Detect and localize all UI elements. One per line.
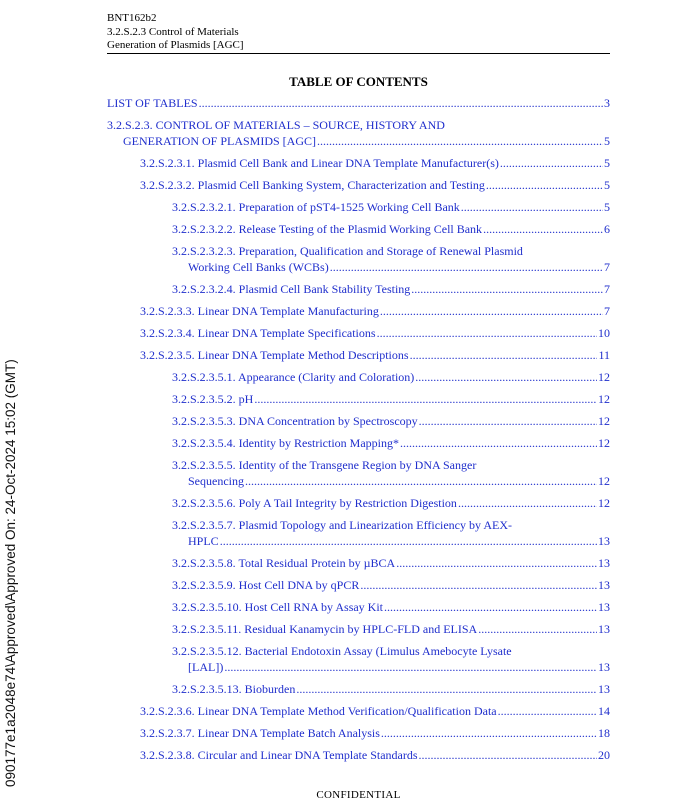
- toc-entry[interactable]: [107, 155, 610, 171]
- header-divider: [107, 53, 610, 54]
- toc-leader-dots: [377, 325, 597, 341]
- approval-stamp: 090177e1a2048e74\Approved\Approved On: 24-Oct-2024 15:02 (GMT): [3, 359, 18, 787]
- toc-entry[interactable]: [107, 243, 610, 275]
- toc-page-number: 12: [598, 392, 610, 406]
- toc-entry[interactable]: [107, 325, 610, 341]
- toc-leader-dots: [486, 177, 603, 193]
- toc-leader-dots: [224, 659, 597, 675]
- toc-entry-label: 3.2.S.2.3.7. Linear DNA Template Batch Analysis: [140, 726, 380, 740]
- toc-entry-label: Sequencing: [188, 474, 244, 488]
- toc-entry[interactable]: [107, 281, 610, 297]
- toc-page-number: 20: [598, 748, 610, 762]
- toc-page-number: 12: [598, 474, 610, 488]
- toc-leader-dots: [419, 413, 597, 429]
- toc-leader-dots: [500, 155, 603, 171]
- toc-entry[interactable]: [107, 681, 610, 697]
- toc-entry-heading-line: 3.2.S.2.3.5.5. Identity of the Transgene Region by DNA Sanger: [172, 458, 477, 472]
- toc-entry-label: Working Cell Banks (WCBs): [188, 260, 329, 274]
- toc-page-number: 5: [604, 178, 610, 192]
- toc-leader-dots: [380, 303, 603, 319]
- toc-entry-label: HPLC: [188, 534, 219, 548]
- toc-entry-label: 3.2.S.2.3.6. Linear DNA Template Method Verification/Qualification Data: [140, 704, 497, 718]
- toc-page-number: 5: [604, 200, 610, 214]
- toc-entry[interactable]: [107, 577, 610, 593]
- toc-entry[interactable]: [107, 599, 610, 615]
- table-of-contents: [107, 95, 610, 769]
- toc-page-number: 13: [598, 600, 610, 614]
- toc-page-number: 12: [598, 414, 610, 428]
- toc-entry[interactable]: [107, 413, 610, 429]
- toc-leader-dots: [419, 747, 597, 763]
- toc-leader-dots: [330, 259, 603, 275]
- toc-entry-label: 3.2.S.2.3.5.1. Appearance (Clarity and Coloration): [172, 370, 415, 384]
- toc-page-number: 7: [604, 304, 610, 318]
- toc-leader-dots: [411, 281, 603, 297]
- toc-entry-label: GENERATION OF PLASMIDS [AGC]: [123, 134, 317, 148]
- toc-entry-label: 3.2.S.2.3.5. Linear DNA Template Method Descriptions: [140, 348, 409, 362]
- toc-entry-label: 3.2.S.2.3.5.10. Host Cell RNA by Assay Kit: [172, 600, 384, 614]
- toc-entry-heading-line: 3.2.S.2.3.2.3. Preparation, Qualification and Storage of Renewal Plasmid: [172, 244, 523, 258]
- toc-page-number: 5: [604, 134, 610, 148]
- toc-entry-label: 3.2.S.2.3.5.8. Total Residual Protein by µBCA: [172, 556, 396, 570]
- toc-page-number: 13: [598, 622, 610, 636]
- toc-entry-label: [LAL]): [188, 660, 224, 674]
- toc-page-number: 13: [598, 556, 610, 570]
- toc-page-number: 12: [598, 496, 610, 510]
- toc-page-number: 7: [604, 260, 610, 274]
- toc-entry-label: 3.2.S.2.3.1. Plasmid Cell Bank and Linear DNA Template Manufacturer(s): [140, 156, 499, 170]
- toc-leader-dots: [360, 577, 597, 593]
- toc-page-number: 18: [598, 726, 610, 740]
- toc-entry-label: 3.2.S.2.3.5.2. pH: [172, 392, 254, 406]
- toc-page-number: 11: [598, 348, 610, 362]
- toc-leader-dots: [461, 199, 603, 215]
- toc-entry[interactable]: [107, 643, 610, 675]
- toc-leader-dots: [199, 95, 603, 111]
- toc-entry-label: 3.2.S.2.3.5.6. Poly A Tail Integrity by Restriction Digestion: [172, 496, 457, 510]
- toc-entry[interactable]: [107, 95, 610, 111]
- toc-page-number: 14: [598, 704, 610, 718]
- toc-leader-dots: [396, 555, 597, 571]
- toc-entry-label: 3.2.S.2.3.2.4. Plasmid Cell Bank Stability Testing: [172, 282, 411, 296]
- toc-page-number: 13: [598, 660, 610, 674]
- toc-entry[interactable]: [107, 199, 610, 215]
- toc-entry-label: 3.2.S.2.3.3. Linear DNA Template Manufacturing: [140, 304, 379, 318]
- toc-entry-heading-line: 3.2.S.2.3.5.7. Plasmid Topology and Linearization Efficiency by AEX-: [172, 518, 512, 532]
- header-subsection: Generation of Plasmids [AGC]: [107, 39, 244, 51]
- toc-leader-dots: [254, 391, 597, 407]
- toc-leader-dots: [483, 221, 603, 237]
- toc-entry[interactable]: [107, 303, 610, 319]
- toc-page-number: 5: [604, 156, 610, 170]
- header-product: BNT162b2: [107, 12, 157, 24]
- toc-entry-label: 3.2.S.2.3.2.1. Preparation of pST4-1525 Working Cell Bank: [172, 200, 460, 214]
- toc-leader-dots: [384, 599, 597, 615]
- toc-leader-dots: [498, 703, 597, 719]
- toc-entry[interactable]: [107, 221, 610, 237]
- toc-entry[interactable]: [107, 457, 610, 489]
- toc-page-number: 6: [604, 222, 610, 236]
- toc-leader-dots: [415, 369, 597, 385]
- toc-entry[interactable]: [107, 703, 610, 719]
- toc-entry[interactable]: [107, 391, 610, 407]
- toc-leader-dots: [478, 621, 597, 637]
- toc-entry-label: 3.2.S.2.3.4. Linear DNA Template Specifications: [140, 326, 376, 340]
- toc-entry[interactable]: [107, 495, 610, 511]
- toc-page-number: 12: [598, 436, 610, 450]
- toc-page-number: 3: [604, 96, 610, 110]
- toc-page-number: 13: [598, 534, 610, 548]
- toc-entry[interactable]: [107, 117, 610, 149]
- toc-entry-label: 3.2.S.2.3.8. Circular and Linear DNA Template Standards: [140, 748, 418, 762]
- toc-entry-heading-line: 3.2.S.2.3.5.12. Bacterial Endotoxin Assay (Limulus Amebocyte Lysate: [172, 644, 512, 658]
- toc-entry[interactable]: [107, 747, 610, 763]
- toc-entry[interactable]: [107, 517, 610, 549]
- toc-leader-dots: [400, 435, 597, 451]
- toc-page-number: 12: [598, 370, 610, 384]
- toc-title: TABLE OF CONTENTS: [289, 74, 428, 89]
- toc-entry-label: 3.2.S.2.3.5.13. Bioburden: [172, 682, 296, 696]
- footer-confidential: CONFIDENTIAL: [316, 789, 401, 801]
- toc-leader-dots: [245, 473, 597, 489]
- toc-page-number: 13: [598, 578, 610, 592]
- toc-entry-label: 3.2.S.2.3.2.2. Release Testing of the Plasmid Working Cell Bank: [172, 222, 483, 236]
- toc-entry-label: 3.2.S.2.3.5.4. Identity by Restriction Mapping*: [172, 436, 399, 450]
- toc-entry[interactable]: [107, 725, 610, 741]
- toc-leader-dots: [458, 495, 597, 511]
- toc-entry[interactable]: [107, 435, 610, 451]
- toc-page-number: 13: [598, 682, 610, 696]
- toc-entry-label: LIST OF TABLES: [107, 96, 198, 110]
- toc-entry-heading-line: 3.2.S.2.3. CONTROL OF MATERIALS – SOURCE, HISTORY AND: [107, 118, 445, 132]
- toc-entry-label: 3.2.S.2.3.2. Plasmid Cell Banking System, Characterization and Testing: [140, 178, 485, 192]
- toc-page-number: 7: [604, 282, 610, 296]
- document-header: [107, 12, 610, 53]
- toc-entry-label: 3.2.S.2.3.5.9. Host Cell DNA by qPCR: [172, 578, 360, 592]
- toc-leader-dots: [410, 347, 598, 363]
- toc-entry[interactable]: [107, 621, 610, 637]
- header-section: 3.2.S.2.3 Control of Materials: [107, 25, 239, 38]
- toc-entry[interactable]: [107, 347, 610, 363]
- toc-entry-label: 3.2.S.2.3.5.11. Residual Kanamycin by HPLC-FLD and ELISA: [172, 622, 478, 636]
- toc-page-number: 10: [598, 326, 610, 340]
- toc-entry-label: 3.2.S.2.3.5.3. DNA Concentration by Spectroscopy: [172, 414, 418, 428]
- toc-leader-dots: [296, 681, 597, 697]
- toc-leader-dots: [220, 533, 597, 549]
- toc-leader-dots: [317, 133, 603, 149]
- toc-entry[interactable]: [107, 369, 610, 385]
- toc-entry[interactable]: [107, 555, 610, 571]
- toc-entry[interactable]: [107, 177, 610, 193]
- toc-leader-dots: [381, 725, 597, 741]
